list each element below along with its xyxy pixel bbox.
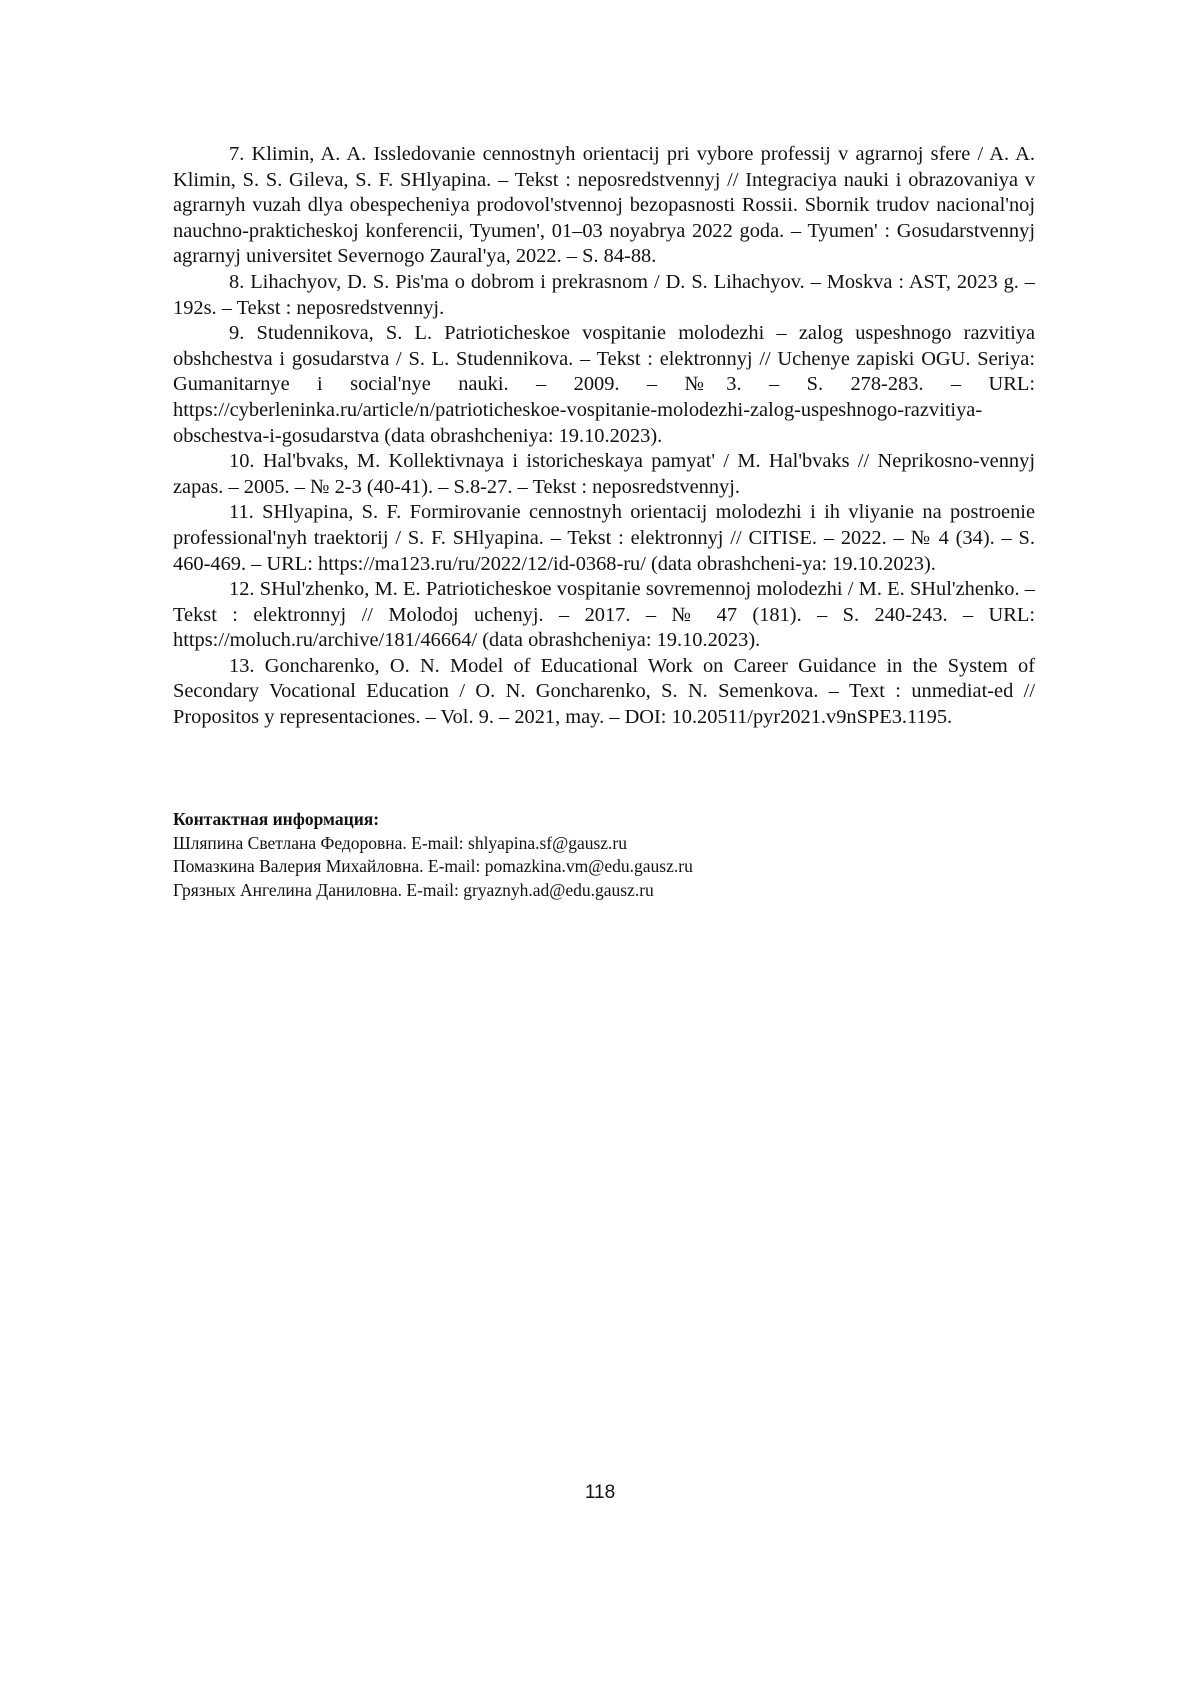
page-number: 118 bbox=[584, 1482, 616, 1503]
contact-line-pomazkina: Помазкина Валерия Михайловна. E-mail: pomazkina.vm@edu.gausz.ru bbox=[173, 856, 693, 877]
reference-item-12: 12. SHul'zhenko, M. E. Patrioticheskoe vospitanie sovremennoj molodezhi / M. E. SHul'zhenko. – Tekst : elektronnyj // Molodoj uchenyj. – 2017. – № 47 (181). – S. 240-243. – URL: https://moluch.ru/archive/181/46664/ (data obrashcheniya: 19.10.2023). bbox=[173, 578, 1035, 652]
reference-item-13: 13. Goncharenko, O. N. Model of Educational Work on Career Guidance in the System of Secondary Vocational Education / O. N. Goncharenko, S. N. Semenkova. – Text : unmediat-ed // Propositos y representaciones. – Vol. 9. – 2021, may. – DOI: 10.20511/pyr2021.v9nSPE3.1195. bbox=[173, 654, 1035, 729]
contact-heading: Контактная информация: bbox=[173, 809, 380, 829]
reference-item-10: 10. Hal'bvaks, M. Kollektivnaya i istoricheskaya pamyat' / M. Hal'bvaks // Neprikosno-vennyj zapas. – 2005. – № 2-3 (40-41). – S.8-27. – Tekst : neposredstvennyj. bbox=[173, 450, 1035, 498]
reference-item-9: 9. Studennikova, S. L. Patrioticheskoe vospitanie molodezhi – zalog uspeshnogo razvitiya obshchestva i gosudarstva / S. L. Studennikova. – Tekst : elektronnyj // Uchenye zapiski OGU. Seriya: Gumanitarnye i social'nye nauki. – 2009. – №3. – S. 278-283. – URL: https://cyberleninka.ru/article/n/patrioticheskoe-vospitanie-molodezhi-zalog-uspeshnogo-razvitiya-obschestva-i-gosudarstva (data obrashcheniya: 19.10.2023). bbox=[173, 322, 1035, 447]
reference-item-11: 11. SHlyapina, S. F. Formirovanie cennostnyh orientacij molodezhi i ih vliyanie na postroenie professional'nyh traektorij / S. F. SHlyapina. – Tekst : elektronnyj // CITISE. – 2022. – № 4 (34). – S. 460-469. – URL: https://ma123.ru/ru/2022/12/id-0368-ru/ (data obrashcheni-ya: 19.10.2023). bbox=[173, 501, 1035, 575]
contact-line-shlyapina: Шляпина Светлана Федоровна. E-mail: shlyapina.sf@gausz.ru bbox=[173, 832, 628, 853]
contact-info-section bbox=[173, 808, 1035, 902]
reference-list bbox=[173, 142, 1035, 731]
reference-item-7: 7. Klimin, A. A. Issledovanie cennostnyh orientacij pri vybore professij v agrarnoj sfere / A. A. Klimin, S. S. Gileva, S. F. SHlyapina. – Tekst : neposredstvennyj // Integraciya nauki i obrazovaniya v agrarnyh vuzah dlya obespecheniya prodovol'stvennoj bezopasnosti Rossii. Sbornik trudov nacional'noj nauchno-prakticheskoj konferencii, Tyumen', 01–03 noyabrya 2022 goda. – Tyumen' : Gosudarstvennyj agrarnyj universitet Severnogo Zaural'ya, 2022. – S. 84-88. bbox=[173, 143, 1035, 268]
reference-item-8: 8. Lihachyov, D. S. Pis'ma o dobrom i prekrasnom / D. S. Lihachyov. – Moskva : AST, 2023 g. – 192s. – Tekst : neposredstvennyj. bbox=[173, 270, 1035, 319]
contact-line-gryaznyh: Грязных Ангелина Даниловна. E-mail: gryaznyh.ad@edu.gausz.ru bbox=[173, 879, 654, 900]
